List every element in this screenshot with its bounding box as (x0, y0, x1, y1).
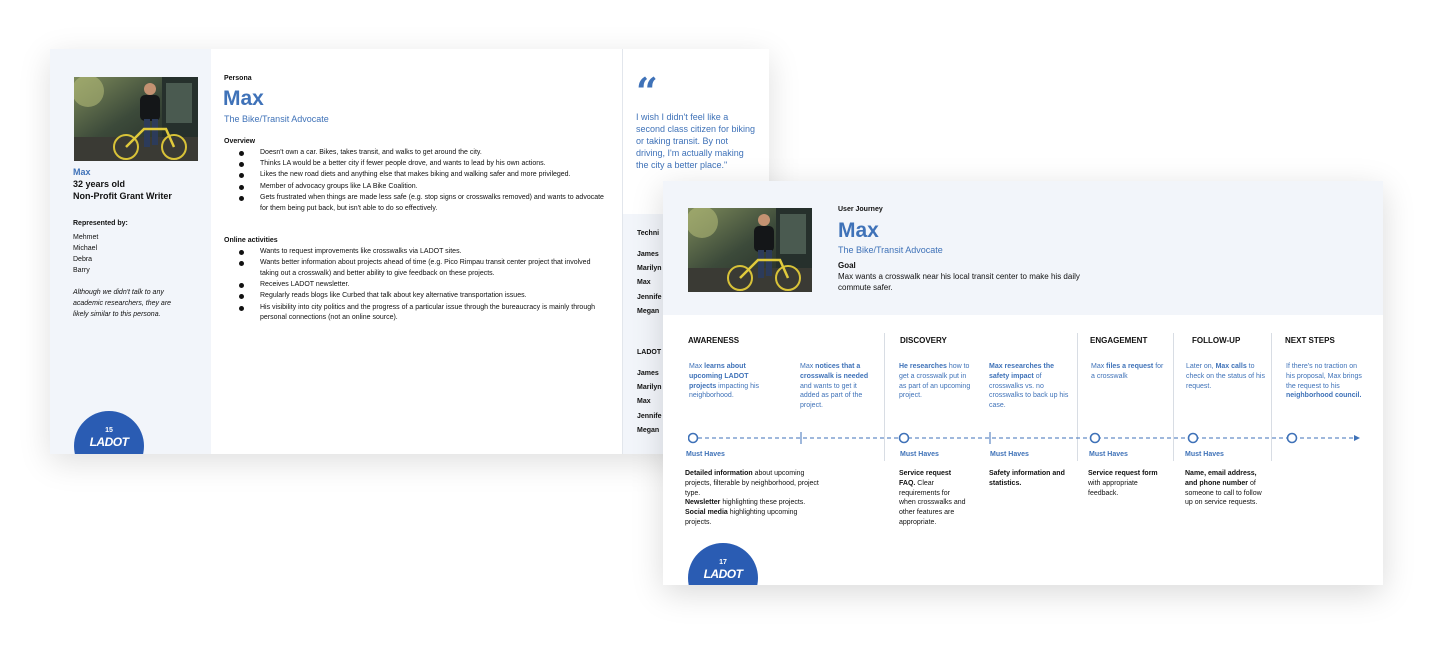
list-item: Thinks LA would be a better city if fewer people drove, and wants to lead by his own actions. (236, 159, 606, 170)
list-item: Megan (637, 307, 660, 315)
page-number: 15 (105, 427, 113, 434)
journey-step: Max researches the safety impact of crosswalks vs. no crosswalks to back up his case. (989, 363, 1069, 410)
list-item: Receives LADOT newsletter. (236, 280, 606, 291)
list-item: Max (637, 398, 651, 406)
journey-step: Max files a request for a crosswalk (1091, 363, 1164, 380)
online-activities-heading: Online activities (224, 237, 278, 244)
persona-photo (74, 77, 198, 161)
persona-slide (50, 49, 769, 454)
page-subtitle: The Bike/Transit Advocate (838, 245, 943, 255)
stage-discovery: DISCOVERY (900, 336, 947, 345)
list-item: Barry (73, 267, 90, 274)
journey-step: Max learns about upcoming LADOT projects impacting his neighborhood. (689, 363, 760, 400)
must-have-item: Detailed information about upcoming projects, filterable by neighborhood, project type. Newsletter highlighting these projects. Social media highlighting upcoming projects. (685, 470, 819, 526)
list-item: Debra (73, 256, 93, 263)
must-haves-label: Must Haves (900, 451, 939, 458)
page-number: 17 (719, 559, 727, 566)
research-section-heading: Techni (637, 230, 660, 237)
persona-name: Max (73, 167, 91, 177)
journey-timeline (688, 431, 1368, 445)
section-label: Persona (224, 75, 252, 82)
section-label: User Journey (838, 206, 883, 213)
quote-mark-icon: “ (636, 69, 658, 114)
list-item: Megan (637, 426, 660, 434)
list-item: Wants better information about projects ahead of time (e.g. Pico Rimpau transit center project that involved taking out a crosswalk) and better ability to give feedback on these projects. (236, 258, 606, 280)
page-title: Max (838, 219, 879, 242)
list-item: Mehmet (73, 234, 99, 241)
persona-age: 32 years old (73, 179, 126, 189)
stage-engagement: ENGAGEMENT (1090, 336, 1148, 345)
journey-step: He researches how to get a crosswalk put in as part of an upcoming project. (899, 363, 971, 400)
goal-heading: Goal (838, 261, 856, 270)
persona-job: Non-Profit Grant Writer (73, 191, 172, 201)
goal-text: Max wants a crosswalk near his local transit center to make his daily commute safer. (838, 272, 1080, 292)
must-haves-label: Must Haves (686, 451, 725, 458)
persona-sidebar (50, 49, 211, 454)
research-section-list (637, 248, 662, 319)
online-activities-list (236, 247, 606, 325)
ladot-section-heading: LADOT (637, 349, 662, 356)
list-item: Marilyn (637, 384, 662, 392)
logo-text: LADOT (89, 435, 129, 449)
list-item: Regularly reads blogs like Curbed that talk about key alternative transportation issues. (236, 291, 606, 302)
ladot-logo (688, 543, 758, 585)
list-item: His visibility into city politics and the progress of a particular issue through the bureaucracy is mainly through personal connections (not an online source). (236, 303, 606, 325)
list-item: Marilyn (637, 265, 662, 273)
list-item: Michael (73, 245, 98, 252)
list-item: Member of advocacy groups like LA Bike Coalition. (236, 182, 606, 193)
must-have-item: Name, email address, and phone number of someone to call to follow up on service requests. (1185, 470, 1262, 507)
must-haves-label: Must Haves (1089, 451, 1128, 458)
list-item: Doesn't own a car. Bikes, takes transit, and walks to get around the city. (236, 148, 606, 159)
page-title: Max (223, 87, 264, 110)
journey-step: Max notices that a crosswalk is needed and wants to get it added as part of the project. (800, 363, 869, 410)
list-item: Wants to request improvements like crosswalks via LADOT sites. (236, 247, 606, 258)
persona-quote: I wish I didn't feel like a second class citizen for biking or taking transit. By not driving, I'm actually making the city a better place." (636, 112, 756, 170)
must-haves-label: Must Haves (1185, 451, 1224, 458)
must-have-item: Safety information and statistics. (989, 470, 1065, 487)
persona-note: Although we didn't talk to any academic researchers, they are likely similar to this persona. (73, 289, 172, 318)
list-item: Likes the new road diets and anything else that makes biking and walking safer and more privileged. (236, 170, 606, 181)
list-item: Gets frustrated when things are made less safe (e.g. stop signs or crosswalks removed) and wants to advocate for them being put back, but isn't able to do so effectively. (236, 193, 606, 215)
persona-photo (688, 208, 812, 292)
stage-awareness: AWARENESS (688, 336, 740, 345)
ladot-logo (74, 411, 144, 454)
list-item: Max (637, 279, 651, 287)
list-item: Jennife (637, 412, 662, 420)
page-subtitle: The Bike/Transit Advocate (224, 114, 329, 124)
stage-next-steps: NEXT STEPS (1285, 336, 1335, 345)
list-item: James (637, 370, 659, 377)
must-haves-label: Must Haves (990, 451, 1029, 458)
journey-step: Later on, Max calls to check on the status of his request. (1186, 363, 1265, 390)
journey-step: If there's no traction on his proposal, Max brings the request to his neighborhood council. (1286, 363, 1362, 400)
overview-heading: Overview (224, 138, 256, 145)
list-item: James (637, 251, 659, 258)
represented-by-list (73, 232, 98, 276)
overview-list (236, 148, 606, 215)
list-item: Jennife (637, 293, 662, 301)
represented-by-label: Represented by: (73, 220, 128, 227)
user-journey-slide (663, 181, 1383, 585)
must-have-item: Service request FAQ. Clear requirements for when crosswalks and other features are appropriate. (899, 470, 966, 526)
must-have-item: Service request form with appropriate feedback. (1088, 470, 1158, 497)
stage-follow-up: FOLLOW-UP (1192, 336, 1241, 345)
logo-text: LADOT (703, 567, 743, 581)
ladot-section-list (637, 367, 662, 438)
